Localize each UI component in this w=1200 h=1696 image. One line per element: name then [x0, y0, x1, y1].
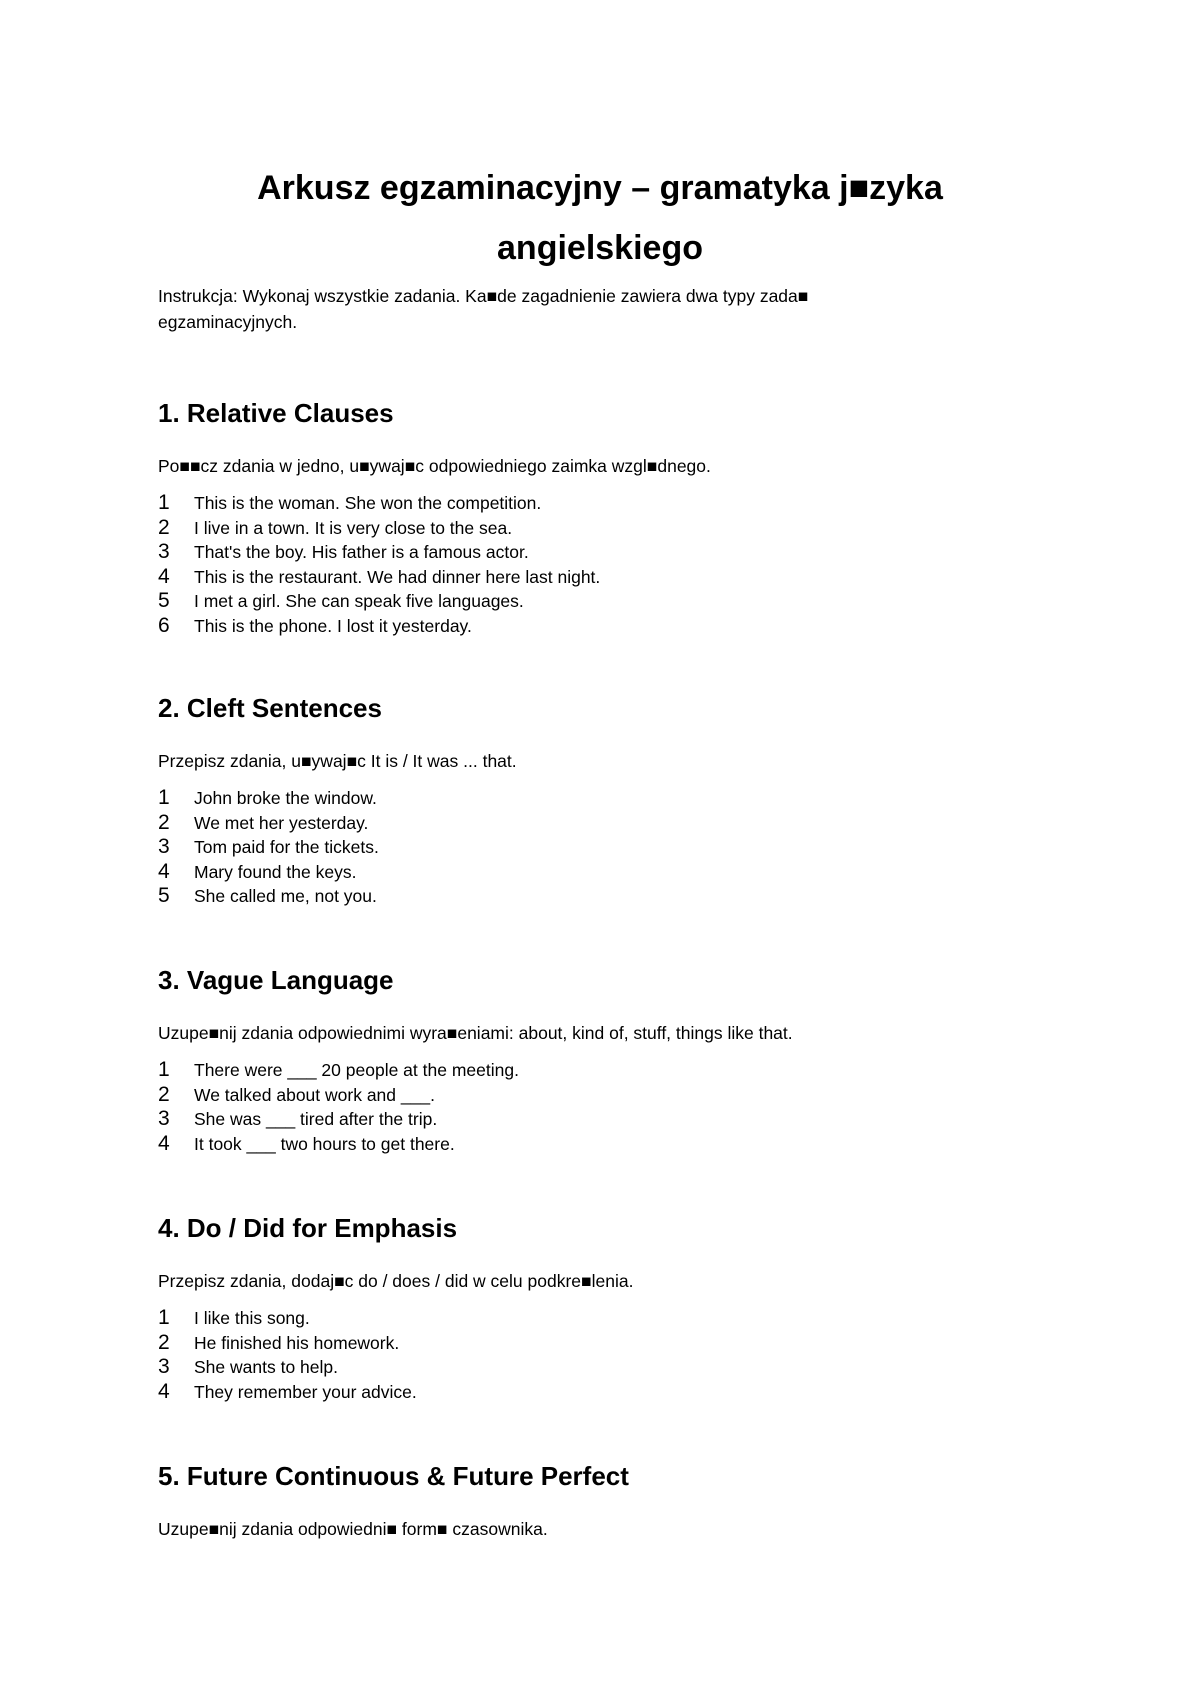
- section-instruction: Po■■cz zdania w jedno, u■ywaj■c odpowiedniego zaimka wzgl■dnego.: [158, 456, 711, 476]
- item-number: 3: [158, 1107, 170, 1131]
- item-text: Mary found the keys.: [194, 861, 357, 882]
- item-text: He finished his homework.: [194, 1332, 400, 1353]
- item-number: 3: [158, 835, 170, 859]
- item-text: She wants to help.: [194, 1357, 338, 1378]
- item-text: I live in a town. It is very close to the sea.: [194, 517, 513, 538]
- exercise-list: [158, 1058, 519, 1156]
- section-heading: 3. Vague Language: [158, 965, 394, 995]
- section-heading: 1. Relative Clauses: [158, 398, 394, 428]
- instructions-line-1: Instrukcja: Wykonaj wszystkie zadania. Ka■de zagadnienie zawiera dwa typy zada■: [158, 286, 809, 306]
- item-text: They remember your advice.: [194, 1381, 417, 1402]
- item-number: 5: [158, 884, 170, 908]
- section-do-did-emphasis: [158, 1212, 1118, 1403]
- item-text: It took ___ two hours to get there.: [194, 1133, 455, 1154]
- list-item: [158, 516, 600, 541]
- document-title: [160, 158, 1040, 278]
- item-number: 1: [158, 786, 170, 809]
- exercise-list: [158, 491, 600, 639]
- section-instruction: Uzupe■nij zdania odpowiedni■ form■ czasownika.: [158, 1519, 548, 1539]
- list-item: [158, 1306, 417, 1331]
- title-line-2: angielskiego: [497, 229, 703, 267]
- item-text: She was ___ tired after the trip.: [194, 1109, 438, 1130]
- section-heading: 5. Future Continuous & Future Perfect: [158, 1461, 629, 1491]
- instructions-paragraph: [158, 283, 1058, 335]
- item-number: 1: [158, 1058, 170, 1081]
- list-item: [158, 811, 379, 836]
- section-relative-clauses: [158, 397, 1118, 637]
- item-number: 3: [158, 540, 170, 564]
- item-number: 2: [158, 1082, 170, 1106]
- item-number: 5: [158, 589, 170, 613]
- list-item: [158, 614, 600, 639]
- list-item: [158, 1355, 417, 1380]
- list-item: [158, 1331, 417, 1356]
- list-item: [158, 491, 600, 516]
- item-text: This is the phone. I lost it yesterday.: [194, 615, 472, 636]
- list-item: [158, 589, 600, 614]
- instructions-line-2: egzaminacyjnych.: [158, 312, 298, 332]
- item-number: 6: [158, 613, 170, 637]
- list-item: [158, 1058, 519, 1083]
- item-number: 4: [158, 1131, 170, 1155]
- list-item: [158, 1380, 417, 1405]
- item-number: 4: [158, 859, 170, 883]
- item-number: 3: [158, 1355, 170, 1379]
- item-number: 2: [158, 515, 170, 539]
- item-text: We met her yesterday.: [194, 812, 369, 833]
- section-instruction: Przepisz zdania, u■ywaj■c It is / It was ... that.: [158, 751, 517, 771]
- list-item: [158, 1132, 519, 1157]
- list-item: [158, 540, 600, 565]
- exercise-list: [158, 1306, 417, 1404]
- list-item: [158, 1083, 519, 1108]
- section-cleft-sentences: [158, 692, 1118, 908]
- title-line-1: Arkusz egzaminacyjny – gramatyka j■zyka: [257, 169, 943, 207]
- item-text: That's the boy. His father is a famous actor.: [194, 542, 529, 563]
- item-number: 2: [158, 810, 170, 834]
- list-item: [158, 884, 379, 909]
- list-item: [158, 860, 379, 885]
- item-text: This is the restaurant. We had dinner here last night.: [194, 566, 601, 587]
- item-text: John broke the window.: [194, 788, 377, 808]
- list-item: [158, 835, 379, 860]
- section-future-continuous-perfect: [158, 1460, 1118, 1539]
- item-text: This is the woman. She won the competition.: [194, 493, 542, 513]
- item-text: I met a girl. She can speak five languages.: [194, 591, 524, 612]
- item-text: There were ___ 20 people at the meeting.: [194, 1060, 519, 1080]
- section-heading: 4. Do / Did for Emphasis: [158, 1213, 458, 1243]
- section-heading: 2. Cleft Sentences: [158, 693, 382, 723]
- list-item: [158, 786, 379, 811]
- section-vague-language: [158, 964, 1118, 1155]
- item-number: 2: [158, 1330, 170, 1354]
- item-text: Tom paid for the tickets.: [194, 837, 379, 858]
- item-text: We talked about work and ___.: [194, 1084, 435, 1105]
- exercise-list: [158, 786, 379, 909]
- item-number: 4: [158, 1379, 170, 1403]
- item-text: I like this song.: [194, 1308, 310, 1328]
- item-number: 1: [158, 491, 170, 514]
- list-item: [158, 565, 600, 590]
- item-number: 1: [158, 1306, 170, 1329]
- list-item: [158, 1107, 519, 1132]
- item-number: 4: [158, 564, 170, 588]
- section-instruction: Przepisz zdania, dodaj■c do / does / did w celu podkre■lenia.: [158, 1271, 634, 1291]
- section-instruction: Uzupe■nij zdania odpowiednimi wyra■eniami: about, kind of, stuff, things like that.: [158, 1023, 793, 1043]
- item-text: She called me, not you.: [194, 886, 377, 907]
